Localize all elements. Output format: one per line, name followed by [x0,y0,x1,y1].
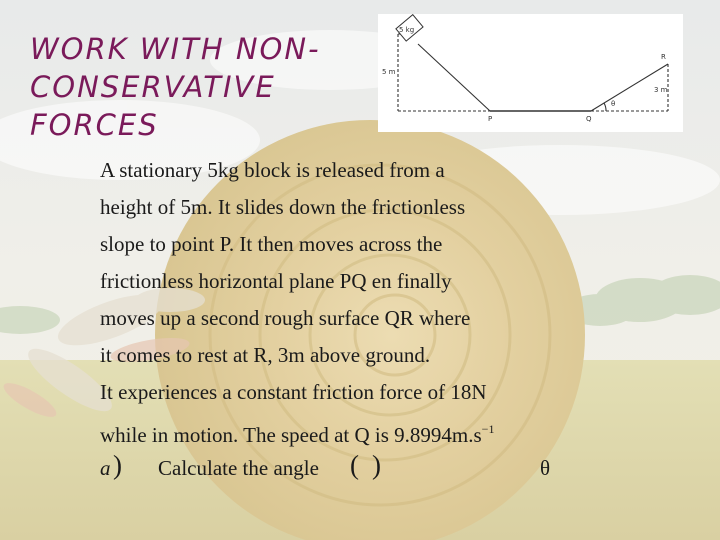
problem-line-2: height of 5m. It slides down the frictionless [100,195,466,219]
problem-line-6: it comes to rest at R, 3m above ground. [100,343,431,367]
question-label-paren: ) [113,450,122,480]
point-p-label: P [488,115,493,123]
height-left-label: 5 m [382,68,396,76]
speed-exponent: −1 [481,422,495,436]
slide-title [30,30,370,144]
problem-line-3: slope to point P. It then moves across the [100,232,443,256]
problem-line-1: A stationary 5kg block is released from a [100,158,445,182]
height-right-label: 3 m [654,86,668,94]
problem-line-8 [100,411,580,448]
question-text: Calculate the angle [158,456,319,480]
point-q-label: Q [586,115,592,123]
question-close-paren: ) [372,450,381,480]
angle-arc [604,103,606,111]
block-label: 5 kg [399,26,415,34]
problem-line-7: It experiences a constant friction force of 18N [100,380,487,404]
point-r-label: R [661,53,666,61]
question-open-paren: ( [350,450,359,480]
title-line-2: CONSERVATIVE [30,70,276,104]
title-line-3: FORCES [30,108,159,142]
title-line-1: WORK WITH NON- [30,32,321,66]
theta-symbol: θ [540,456,551,480]
question-a [100,452,570,488]
angle-label: θ [611,100,616,108]
problem-line-4: frictionless horizontal plane PQ en finally [100,269,452,293]
question-label: a [100,456,111,480]
problem-line-8-text: while in motion. The speed at Q is 9.8994m.s [100,423,482,447]
first-slope [418,44,490,111]
problem-line-5: moves up a second rough surface QR where [100,306,471,330]
problem-statement [100,152,580,448]
incline-diagram [378,14,683,132]
